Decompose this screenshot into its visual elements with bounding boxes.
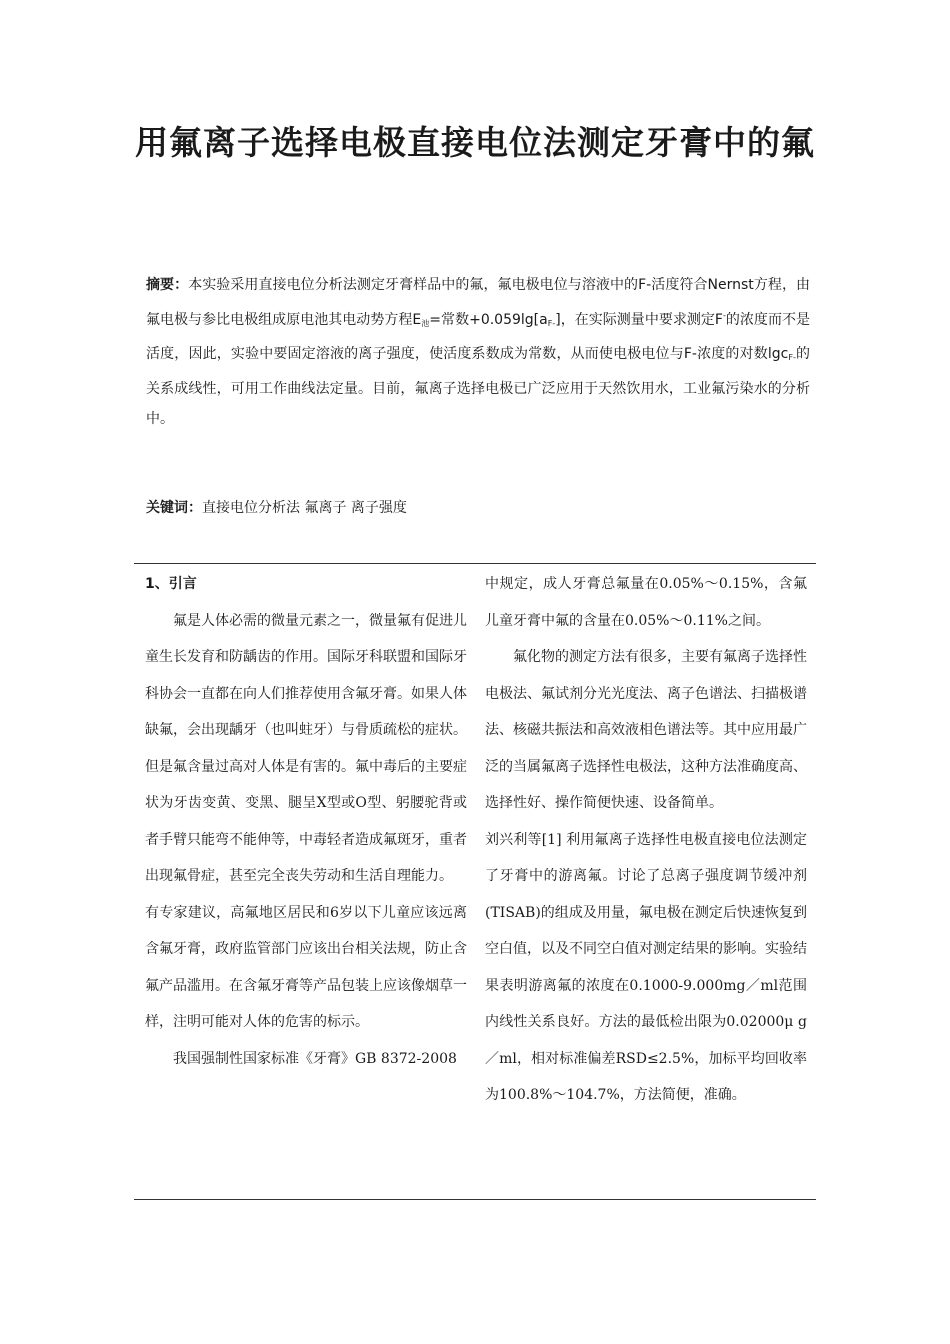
abstract-text-1: 本实验采用直接电位分析法测定牙膏样品中的氟，氟电极电位与溶液中的F-活度符合Nernst方程，由氟电极与参比电极组成原电池其电动势方程E <box>146 277 811 328</box>
paragraph-4: 氟化物的测定方法有很多，主要有氟离子选择性电极法、氟试剂分光光度法、离子色谱法、扫描极谱法、核磁共振法和高效液相色谱法等。其中应用最广泛的当属氟离子选择性电极法，这种方法准确度高、选择性好、操作简便快速、设备简单。 <box>485 649 807 811</box>
bottom-divider <box>134 1199 816 1200</box>
abstract-text-3: ]，在实际测量中要求测定F <box>555 311 723 328</box>
paragraph-2: 有专家建议，高氟地区居民和6岁以下儿童应该远离含氟牙膏，政府监管部门应该出台相关法规，防止含氟产品滥用。在含氟牙膏等产品包装上应该像烟草一样，注明可能对人体的危害的标示。 <box>145 904 467 1030</box>
abstract-sup-f: - <box>722 310 726 320</box>
section-heading: 1、引言 <box>145 576 197 592</box>
abstract-sub-a: F- <box>547 318 556 328</box>
top-divider <box>134 563 816 564</box>
abstract-sub-c: F- <box>788 353 796 362</box>
abstract <box>146 270 810 435</box>
paper-title: 用氟离子选择电极直接电位法测定牙膏中的氟 <box>135 123 815 162</box>
abstract-text-2: =常数+0.059lg[a <box>429 311 548 328</box>
keywords-label: 关键词： <box>146 500 202 516</box>
paragraph-1: 氟是人体必需的微量元素之一，微量氟有促进儿童生长发育和防龋齿的作用。国际牙科联盟和国际牙科协会一直都在向人们推荐使用含氟牙膏。如果人体缺氟，会出现龋牙（也叫蛀牙）与骨质疏松的症状。但是氟含量过高对人体是有害的。氟中毒后的主要症状为牙齿变黄、变黑、腿呈X型或O型、躬腰驼背或者手臂只能弯不能伸等，中毒轻者造成氟斑牙，重者出现氟骨症，甚至完全丧失劳动和生活自理能力。 <box>145 612 467 884</box>
left-column <box>145 566 467 1077</box>
keywords <box>146 493 810 523</box>
abstract-text-4: 的浓度而不是活度，因此，实验中要固定溶液的离子强度，使活度系数成为常数，从而使电极电位与F-浓度的对数lgc <box>146 311 810 362</box>
paragraph-3-continued: 中规定，成人牙膏总氟量在0.05%～0.15%，含氟儿童牙膏中氟的含量在0.05%～0.11%之间。 <box>485 576 807 629</box>
abstract-sub-e: 池 <box>421 318 430 328</box>
keywords-text: 直接电位分析法 氟离子 离子强度 <box>202 500 407 516</box>
abstract-text-5: 的关系成线性，可用工作曲线法定量。目前，氟离子选择电极已广泛应用于天然饮用水，工业氟污染水的分析中。 <box>146 346 810 427</box>
paragraph-5: 刘兴利等[1] 利用氟离子选择性电极直接电位法测定了牙膏中的游离氟。讨论了总离子强度调节缓冲剂(TISAB)的组成及用量，氟电极在测定后快速恢复到空白值，以及不同空白值对测定结果的影响。实验结果表明游离氟的浓度在0.1000-9.000mg／ml范围内线性关系良好。方法的最低检出限为0.02000μ g／ml，相对标准偏差RSD≤2.5%，加标平均回收率为100.8%～104.7%，方法简便，准确。 <box>485 831 807 1103</box>
abstract-label: 摘要： <box>146 277 189 293</box>
right-column <box>485 566 807 1114</box>
paragraph-3: 我国强制性国家标准《牙膏》GB 8372-2008 <box>173 1050 457 1067</box>
